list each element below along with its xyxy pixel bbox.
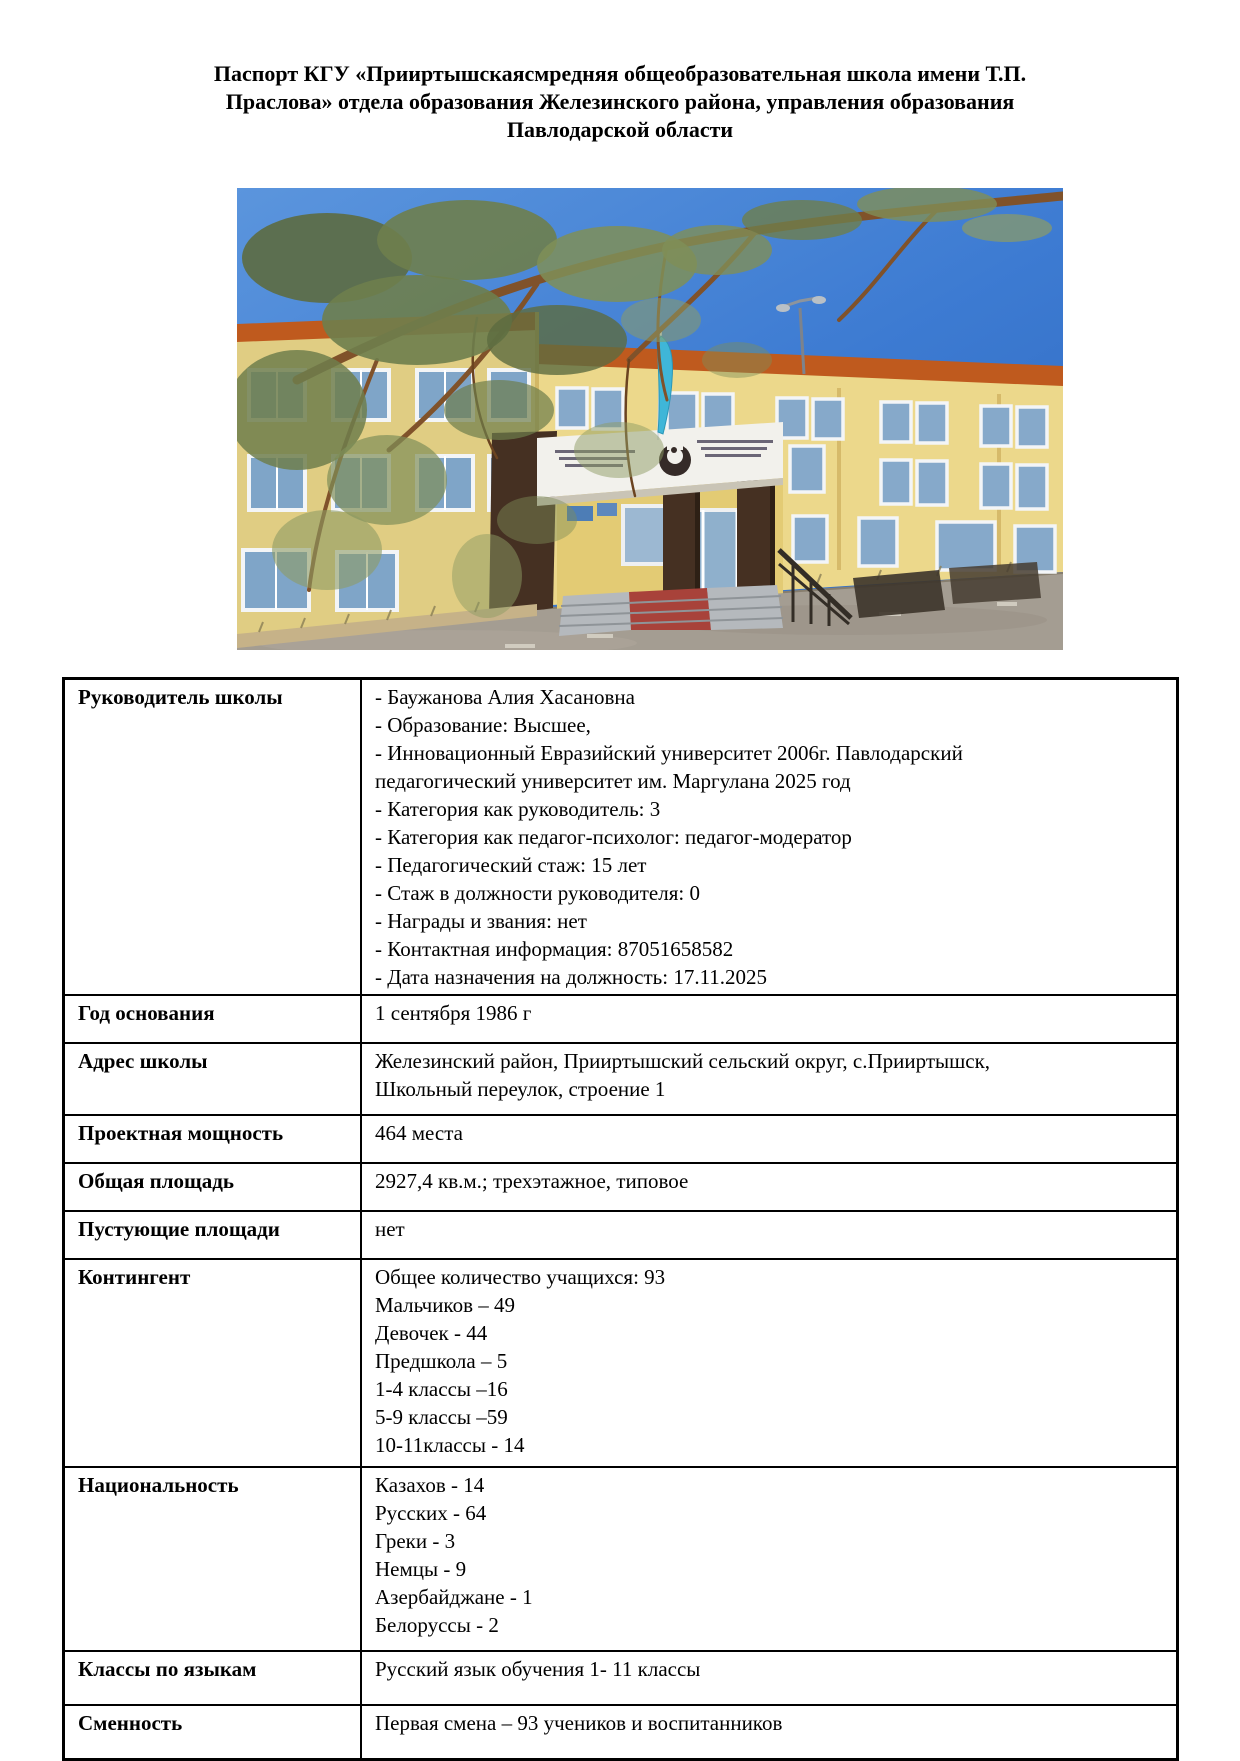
entrance-side-window (623, 506, 669, 564)
row-label-cell: Общая площадь (64, 1163, 362, 1211)
value-line: Школьный переулок, строение 1 (375, 1077, 666, 1101)
value-line: Азербайджане - 1 (375, 1585, 533, 1609)
passport-table (62, 677, 1179, 1761)
value-line: Первая смена – 93 учеников и воспитанников (375, 1711, 783, 1735)
table-row-contingent (64, 1259, 1178, 1467)
row-value-cell (361, 1259, 1178, 1467)
value-line: - Награды и звания: нет (375, 909, 587, 933)
value-line: 5-9 классы –59 (375, 1405, 508, 1429)
value-line: Казахов - 14 (375, 1473, 485, 1497)
row-label-cell: Национальность (64, 1467, 362, 1651)
value-line: Русский язык обучения 1- 11 классы (375, 1657, 701, 1681)
value-line: Девочек - 44 (375, 1321, 488, 1345)
row-label-cell: Адрес школы (64, 1043, 362, 1115)
table-row-total-area (64, 1163, 1178, 1211)
row-value-cell (361, 1467, 1178, 1651)
value-line: Общее количество учащихся: 93 (375, 1265, 666, 1289)
value-line: - Категория как педагог-психолог: педагог-модератор (375, 825, 852, 849)
table-row-shifts (64, 1705, 1178, 1760)
hedge (853, 570, 945, 618)
table-row-vacant-area (64, 1211, 1178, 1259)
value-line: Мальчиков – 49 (375, 1293, 515, 1317)
row-label-cell: Год основания (64, 995, 362, 1043)
row-value-cell (361, 1705, 1178, 1760)
row-label-cell: Проектная мощность (64, 1115, 362, 1163)
value-line: - Стаж в должности руководителя: 0 (375, 881, 700, 905)
title-line: Паспорт КГУ «Прииртышскаясмредняя общеобразовательная школа имени Т.П. (213, 61, 1027, 86)
value-line: нет (375, 1217, 405, 1241)
title-line: Праслова» отдела образования Железинского района, управления образования (225, 89, 1015, 114)
value-line: - Контактная информация: 87051658582 (375, 937, 734, 961)
row-label-cell: Руководитель школы (64, 679, 362, 996)
value-line: Белоруссы - 2 (375, 1613, 499, 1637)
value-line: - Инновационный Евразийский университет 2006г. Павлодарский (375, 741, 963, 765)
value-line: Греки - 3 (375, 1529, 456, 1553)
row-label-cell: Пустующие площади (64, 1211, 362, 1259)
table-row-language-classes (64, 1651, 1178, 1705)
value-line: 464 места (375, 1121, 463, 1145)
hedge (949, 562, 1041, 604)
value-line: Предшкола – 5 (375, 1349, 508, 1373)
row-label-cell: Контингент (64, 1259, 362, 1467)
row-value-cell (361, 1651, 1178, 1705)
value-line: Немцы - 9 (375, 1557, 467, 1581)
table-row-nationality (64, 1467, 1178, 1651)
table-row-founded (64, 995, 1178, 1043)
value-line: - Образование: Высшее, (375, 713, 591, 737)
row-value-cell (361, 1115, 1178, 1163)
value-line: Железинский район, Прииртышский сельский округ, с.Прииртышск, (375, 1049, 991, 1073)
value-line: 1-4 классы –16 (375, 1377, 508, 1401)
table-row-director (64, 679, 1178, 996)
row-value-cell (361, 995, 1178, 1043)
value-line: - Дата назначения на должность: 17.11.2025 (375, 965, 768, 989)
value-line: 1 сентября 1986 г (375, 1001, 532, 1025)
row-value-cell (361, 1211, 1178, 1259)
table-row-capacity (64, 1115, 1178, 1163)
blue-sign (597, 503, 617, 516)
table-row-address (64, 1043, 1178, 1115)
value-line: - Категория как руководитель: 3 (375, 797, 661, 821)
value-line: педагогический университет им. Маргулана 2025 год (375, 769, 851, 793)
row-label-cell: Сменность (64, 1705, 362, 1760)
row-value-cell (361, 1043, 1178, 1115)
value-line: 10-11классы - 14 (375, 1433, 525, 1457)
value-line: 2927,4 кв.м.; трехэтажное, типовое (375, 1169, 689, 1193)
row-value-cell (361, 1163, 1178, 1211)
value-line: - Педагогический стаж: 15 лет (375, 853, 647, 877)
document-title (0, 60, 1240, 144)
value-line: - Баужанова Алия Хасановна (375, 685, 635, 709)
row-value-cell (361, 679, 1178, 996)
row-label-cell: Классы по языкам (64, 1651, 362, 1705)
value-line: Русских - 64 (375, 1501, 487, 1525)
title-line: Павлодарской области (506, 117, 734, 142)
school-building-photo (237, 188, 1063, 650)
school-photo-illustration (237, 188, 1063, 650)
